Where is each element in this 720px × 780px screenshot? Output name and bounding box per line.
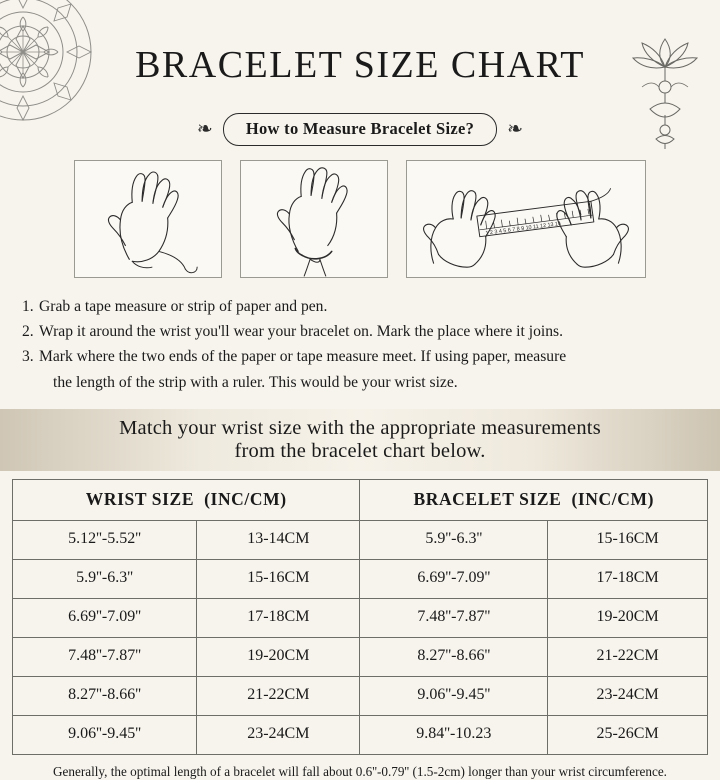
cell-bracelet-inch: 8.27''-8.66'' [360, 637, 548, 676]
cell-wrist-inch: 8.27''-8.66'' [13, 676, 197, 715]
cell-bracelet-inch: 9.84''-10.23 [360, 715, 548, 754]
ruler-ticks-label: 1 2 3 4 5 6 7 8 9 10 11 12 13 14 [485, 220, 562, 237]
step-item [22, 319, 694, 344]
cell-wrist-cm: 19-20CM [197, 637, 360, 676]
step-number: 2. [22, 323, 34, 341]
instruction-steps [22, 294, 694, 395]
subtitle-pill: How to Measure Bracelet Size? [223, 113, 497, 146]
step-number: 1. [22, 297, 34, 315]
step-text-continued: the length of the strip with a ruler. This would be your wrist size. [53, 373, 458, 391]
cell-bracelet-cm: 17-18CM [548, 559, 708, 598]
cell-wrist-cm: 23-24CM [197, 715, 360, 754]
cell-wrist-inch: 5.9''-6.3'' [13, 559, 197, 598]
cell-bracelet-cm: 19-20CM [548, 598, 708, 637]
match-instruction-band [0, 409, 720, 471]
illustration-hand-tape-icon [74, 160, 222, 278]
size-chart-page [0, 25, 720, 779]
cell-wrist-cm: 15-16CM [197, 559, 360, 598]
table-header-row [13, 479, 708, 520]
cell-bracelet-inch: 6.69''-7.09'' [360, 559, 548, 598]
cell-bracelet-cm: 23-24CM [548, 676, 708, 715]
flourish-left-icon: ❧ [196, 118, 213, 140]
cell-wrist-inch: 9.06''-9.45'' [13, 715, 197, 754]
table-row [13, 559, 708, 598]
step-text: Wrap it around the wrist you'll wear your bracelet on. Mark the place where it joins. [39, 323, 563, 341]
subtitle-row [0, 113, 720, 146]
cell-wrist-cm: 21-22CM [197, 676, 360, 715]
footnote: Generally, the optimal length of a bracelet will fall about 0.6''-0.79'' (1.5-2cm) longer than your wrist circumference. [53, 763, 667, 779]
step-item [22, 344, 694, 395]
cell-bracelet-cm: 21-22CM [548, 637, 708, 676]
cell-bracelet-cm: 15-16CM [548, 520, 708, 559]
match-line-2: from the bracelet chart below. [234, 439, 486, 462]
table-row [13, 637, 708, 676]
cell-wrist-inch: 5.12''-5.52'' [13, 520, 197, 559]
cell-wrist-inch: 7.48''-7.87'' [13, 637, 197, 676]
page-title: BRACELET SIZE CHART [135, 44, 585, 87]
step-text: Grab a tape measure or strip of paper and pen. [39, 297, 328, 315]
match-line-1: Match your wrist size with the appropriate measurements [119, 416, 601, 439]
header-bracelet-size: BRACELET SIZE (INC/CM) [360, 479, 708, 520]
cell-bracelet-inch: 5.9''-6.3'' [360, 520, 548, 559]
cell-wrist-cm: 13-14CM [197, 520, 360, 559]
flourish-right-icon: ❧ [507, 118, 524, 140]
table-row [13, 715, 708, 754]
step-text: Mark where the two ends of the paper or tape measure meet. If using paper, measure [39, 348, 567, 366]
cell-bracelet-cm: 25-26CM [548, 715, 708, 754]
size-table [12, 479, 708, 755]
cell-bracelet-inch: 9.06''-9.45'' [360, 676, 548, 715]
step-number: 3. [22, 348, 34, 366]
illustration-wrist-wrap-icon [240, 160, 388, 278]
table-row [13, 598, 708, 637]
step-item [22, 294, 694, 319]
illustration-row [0, 160, 720, 278]
header-wrist-size: WRIST SIZE (INC/CM) [13, 479, 360, 520]
cell-wrist-cm: 17-18CM [197, 598, 360, 637]
cell-bracelet-inch: 7.48''-7.87'' [360, 598, 548, 637]
table-row [13, 520, 708, 559]
illustration-ruler-measure-icon [406, 160, 646, 278]
cell-wrist-inch: 6.69''-7.09'' [13, 598, 197, 637]
table-row [13, 676, 708, 715]
